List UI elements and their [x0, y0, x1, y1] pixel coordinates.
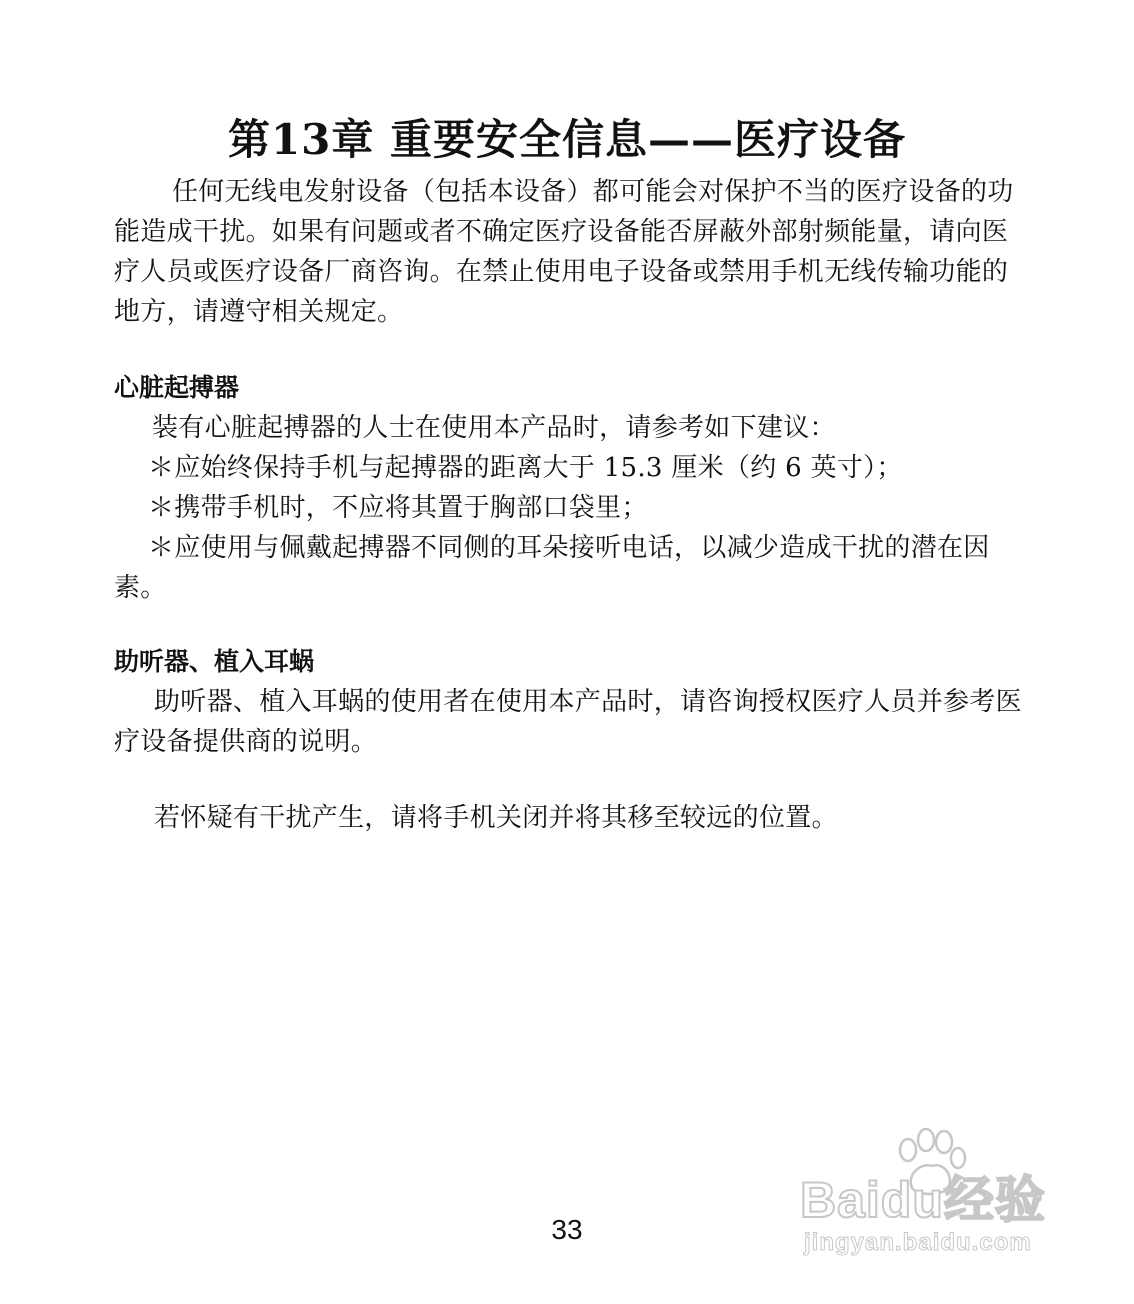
baidu-watermark: [800, 1128, 1070, 1268]
section-heading-pacemaker: 心脏起搏器: [114, 373, 240, 402]
pacemaker-bullet-2: ＊携带手机时，不应将其置于胸部口袋里；: [148, 493, 648, 523]
pacemaker-bullet-3: ＊应使用与佩戴起搏器不同侧的耳朵接听电话，以减少造成干扰的潜在因素。: [114, 533, 990, 603]
pacemaker-bullet-1: ＊应始终保持手机与起搏器的距离大于 15.3 厘米（约 6 英寸）；: [148, 453, 903, 483]
closing-paragraph: 若怀疑有干扰产生，请将手机关闭并将其移至较远的位置。: [154, 803, 838, 833]
section-heading-hearing-aid: 助听器、植入耳蜗: [114, 647, 315, 676]
chapter-title: 第13章 重要安全信息——医疗设备: [227, 115, 907, 164]
intro-paragraph: 任何无线电发射设备（包括本设备）都可能会对保护不当的医疗设备的功能造成干扰。如果有问题或者不确定医疗设备能否屏蔽外部射频能量，请向医疗人员或医疗设备厂商咨询。在禁止使用电子设备或禁用手机无线传输功能的地方，请遵守相关规定。: [114, 177, 1014, 327]
pacemaker-intro-paragraph: 装有心脏起搏器的人士在使用本产品时，请参考如下建议：: [152, 413, 836, 443]
hearing-aid-paragraph: 助听器、植入耳蜗的使用者在使用本产品时，请咨询授权医疗人员并参考医疗设备提供商的说明。: [114, 687, 1022, 757]
watermark-url: jingyan.baidu.com: [804, 1229, 1032, 1256]
watermark-logo-text: Baidu经验: [800, 1172, 1046, 1228]
page-number: 33: [551, 1214, 583, 1245]
